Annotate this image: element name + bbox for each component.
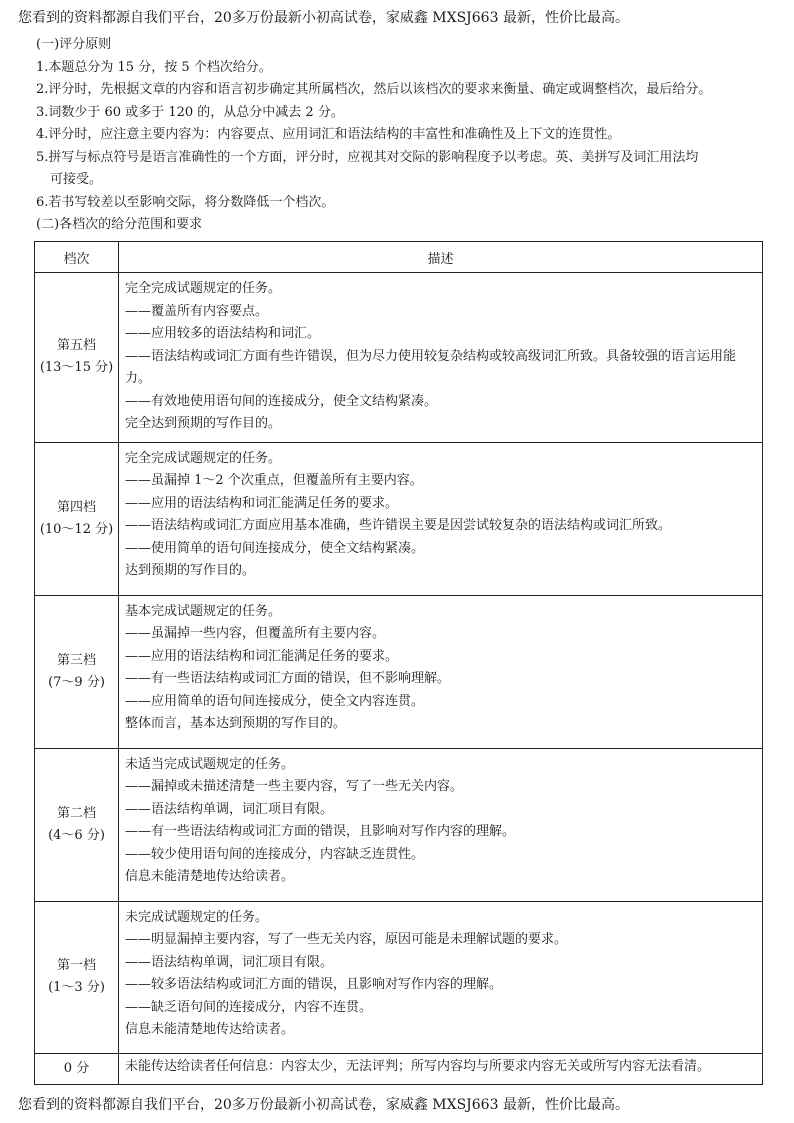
level-cell (35, 1053, 119, 1084)
description-line: ——缺乏语句间的连接成分，内容不连贯。 (125, 999, 373, 1015)
principle-item: 3.词数少于 60 或多于 120 的，从总分中减去 2 分。 (36, 104, 344, 120)
description-line: ——有一些语法结构或词汇方面的错误，且影响对写作内容的理解。 (125, 824, 516, 839)
description-line: ——应用较多的语法结构和词汇。 (125, 326, 321, 341)
scoring-principles (36, 34, 772, 237)
description-line: ——应用的语法结构和词汇能满足任务的要求。 (125, 648, 399, 664)
level-name: 0 分 (63, 1060, 90, 1076)
principle-item: 5.拼写与标点符号是语言准确性的一个方面，评分时，应视其对交际的影响程度予以考虑。英、美拼写及词汇用法均 (36, 149, 699, 165)
description-line: 未完成试题规定的任务。 (125, 909, 269, 925)
description-line: ——有效地使用语句间的连接成分，使全文结构紧凑。 (125, 393, 438, 409)
description-cell (119, 901, 763, 1053)
table-row (35, 748, 763, 901)
level-range: (4～6 分) (48, 827, 105, 843)
description-cell (119, 442, 763, 595)
level-range: (10～12 分) (39, 521, 114, 537)
description-line: ——较多语法结构或词汇方面的错误，且影响对写作内容的理解。 (125, 977, 503, 992)
table-row (35, 442, 763, 595)
description-line: 基本完成试题规定的任务。 (125, 603, 282, 619)
principle-item-continuation: 可接受。 (50, 172, 103, 187)
description-line: ——使用简单的语句间连接成分，使全文结构紧凑。 (125, 540, 425, 556)
description-line: ——虽漏掉 1～2 个次重点，但覆盖所有主要内容。 (125, 473, 423, 488)
level-cell (35, 748, 119, 901)
principle-item: 4.评分时，应注意主要内容为：内容要点、应用词汇和语法结构的丰富性和准确性及上下文的连贯性。 (36, 127, 621, 142)
description-line: 完全达到预期的写作目的。 (125, 416, 282, 431)
level-cell (35, 273, 119, 443)
level-cell (35, 595, 119, 748)
table-row (35, 1053, 763, 1084)
description-line: 完全完成试题规定的任务。 (125, 281, 282, 296)
description-line: ——虽漏掉一些内容，但覆盖所有主要内容。 (125, 626, 386, 641)
level-range: (7～9 分) (48, 674, 105, 690)
table-header-row (35, 242, 763, 273)
description-cell (119, 273, 763, 443)
description-line: ——漏掉或未描述清楚一些主要内容，写了一些无关内容。 (125, 779, 464, 794)
footer-banner: 您看到的资料都源自我们平台，20多万份最新小初高试卷，家威鑫 MXSJ663 最新，性价比最高。 (18, 1097, 629, 1113)
description-line: 完全完成试题规定的任务。 (125, 450, 282, 466)
level-cell (35, 442, 119, 595)
level-name: 第五档 (56, 338, 96, 354)
grading-table (34, 241, 763, 1085)
levels-heading: (二)各档次的给分范围和要求 (36, 217, 203, 232)
description-line: ——语法结构或词汇方面有些许错误，但为尽力使用较复杂结构或较高级词汇所致。具备较强的语言运用能力。 (125, 348, 737, 386)
description-line: ——应用的语法结构和词汇能满足任务的要求。 (125, 495, 399, 511)
principle-item: 2.评分时，先根据文章的内容和语言初步确定其所属档次，然后以该档次的要求来衡量、确定或调整档次，最后给分。 (36, 82, 712, 97)
description-line: 未适当完成试题规定的任务。 (125, 756, 295, 772)
description-cell (119, 595, 763, 748)
description-line: ——较少使用语句间的连接成分，内容缺乏连贯性。 (125, 846, 425, 862)
description-line: 信息未能清楚地传达给读者。 (125, 869, 295, 884)
level-range: (1～3 分) (48, 980, 105, 995)
description-cell (119, 1053, 763, 1084)
level-name: 第四档 (56, 499, 96, 515)
description-line: ——应用简单的语句间连接成分，使全文内容连贯。 (125, 693, 425, 709)
principle-item: 6.若书写较差以至影响交际，将分数降低一个档次。 (36, 194, 335, 210)
description-line: ——语法结构或词汇方面应用基本准确，些许错误主要是因尝试较复杂的语法结构或词汇所致。 (125, 518, 672, 533)
principles-heading: (一)评分原则 (36, 37, 112, 52)
level-name: 第一档 (56, 958, 96, 973)
description-line: 整体而言，基本达到预期的写作目的。 (125, 716, 347, 731)
description-line: 信息未能清楚地传达给读者。 (125, 1022, 295, 1037)
header-banner: 您看到的资料都源自我们平台，20多万份最新小初高试卷，家威鑫 MXSJ663 最新，性价比最高。 (18, 10, 629, 26)
table-row (35, 273, 763, 443)
column-header-level: 档次 (35, 242, 119, 273)
column-header-description: 描述 (119, 242, 763, 273)
description-cell (119, 748, 763, 901)
description-line: 达到预期的写作目的。 (125, 563, 256, 578)
principle-item: 1.本题总分为 15 分，按 5 个档次给分。 (36, 59, 272, 75)
description-line: ——明显漏掉主要内容，写了一些无关内容，原因可能是未理解试题的要求。 (125, 932, 568, 947)
level-name: 第三档 (56, 652, 96, 668)
description-line: ——有一些语法结构或词汇方面的错误，但不影响理解。 (125, 671, 451, 686)
table-row (35, 595, 763, 748)
description-line: 未能传达给读者任何信息：内容太少，无法评判；所写内容均与所要求内容无关或所写内容无法看清。 (125, 1058, 711, 1074)
level-name: 第二档 (56, 805, 96, 821)
level-range: (13～15 分) (39, 360, 114, 376)
description-line: ——覆盖所有内容要点。 (125, 303, 269, 319)
description-line: ——语法结构单调，词汇项目有限。 (125, 954, 334, 970)
table-row (35, 901, 763, 1053)
level-cell (35, 901, 119, 1053)
description-line: ——语法结构单调，词汇项目有限。 (125, 801, 334, 817)
